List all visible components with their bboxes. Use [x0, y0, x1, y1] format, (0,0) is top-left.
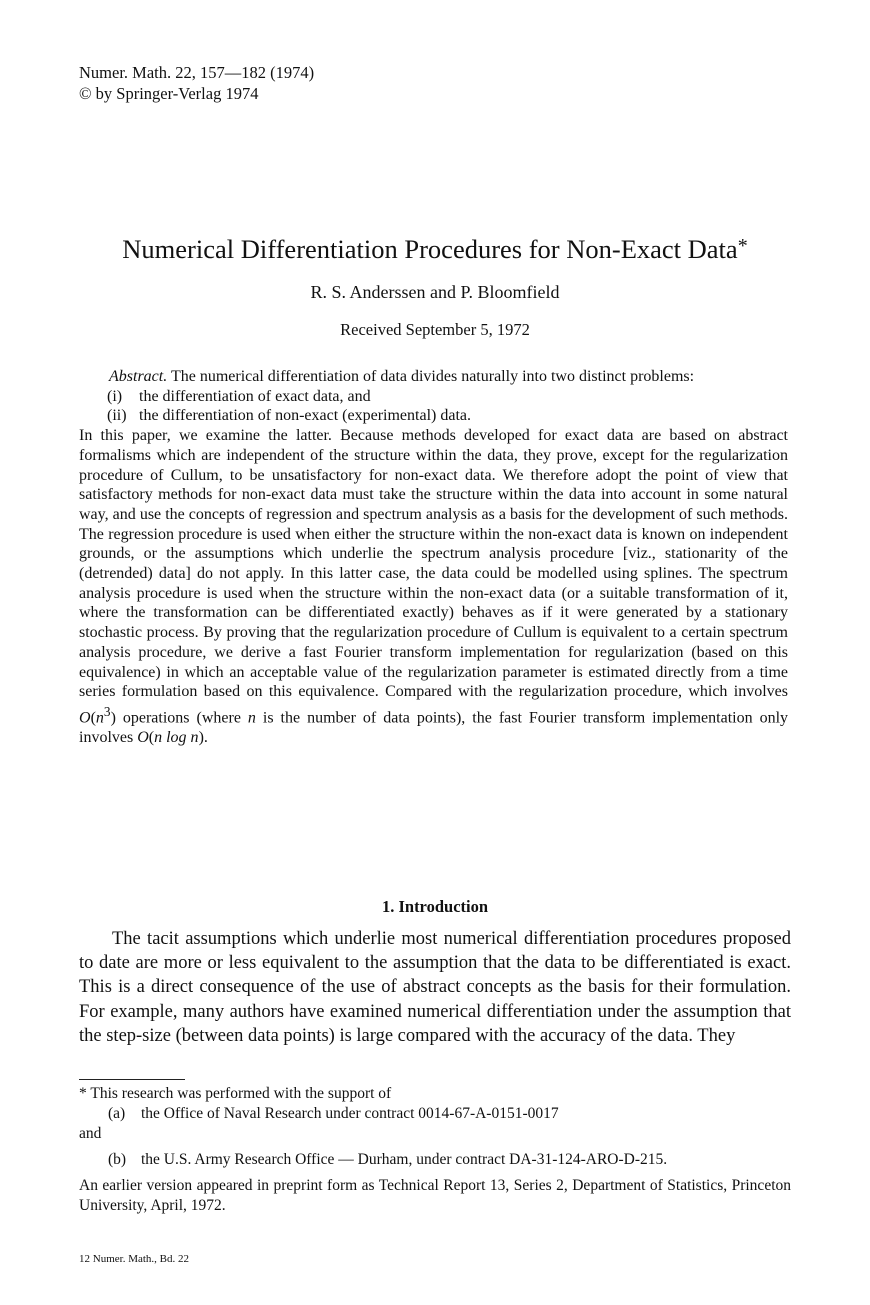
abstract-item — [79, 387, 788, 407]
math-n: n — [95, 709, 104, 727]
math-n: n — [247, 709, 256, 727]
abstract-item-text: the differentiation of exact data, and — [139, 387, 371, 405]
abstract — [79, 367, 788, 748]
math-exponent: 3 — [103, 703, 111, 719]
footnote-item — [79, 1150, 791, 1170]
abstract-body-text: In this paper, we examine the latter. Because methods developed for exact data are based on abstract formalisms which are independent of the structure within the data, they prove, except for the regularization procedure of Cullum, to be unsatisfactory for non-exact data. We therefore adopt the point of view that satisfactory methods for non-exact data must take the structure within the data into account in some natural way, and use the concepts of regression and spectrum analysis as a basis for the development of such methods. The regression procedure is used when either the structure within the non-exact data is known on independent grounds, or the assumptions which underlie the spectrum analysis procedure [viz., stationarity of the (detrended) data] do not apply. In this latter case, the data could be modelled using splines. The spectrum analysis procedure is used when the structure within the non-exact data (or a suitable transformation of it, where the transformation can be differentiated exactly) behaves as if it were generated by a stationary stochastic process. By proving that the regularization procedure of Cullum is equivalent to a certain spectrum analysis procedure, we derive a fast Fourier transform implementation for regularization (based on this equivalence) in which an acceptable value of the regularization parameter is estimated directly from a time series formulation based on this equivalence. Compared with the regularization procedure, which involves — [79, 427, 788, 701]
received-date: Received September 5, 1972 — [340, 320, 530, 339]
footnote-item-text: the Office of Naval Research under contract 0014-67-A-0151-0017 — [141, 1105, 559, 1122]
footnote — [79, 1084, 791, 1216]
math-nlogn: n log n — [154, 728, 199, 746]
paper-title — [0, 230, 870, 265]
paper-title-text: Numerical Differentiation Procedures for Non-Exact Data — [122, 234, 738, 264]
abstract-item-text: the differentiation of non-exact (experimental) data. — [139, 407, 471, 425]
introduction — [79, 927, 791, 1048]
abstract-body: In this paper, we examine the latter. Because methods developed for exact data are based on abstract formalisms which are independent of the structure within the data, they prove, except for the regularization procedure of Cullum, to be unsatisfactory for non-exact data. We therefore adopt the point of view that satisfactory methods for non-exact data must take the structure within the data into account in some natural way, and use the concepts of regression and spectrum analysis as a basis for the development of such methods. The regression procedure is used when either the structure within the non-exact data is known on independent grounds, or the assumptions which underlie the spectrum analysis procedure [viz., stationarity of the (detrended) data] do not apply. In this latter case, the data could be modelled using splines. The spectrum analysis procedure is used when the structure within the non-exact data (or a suitable transformation of it, where the transformation can be differentiated exactly) behaves as if it were generated by a stationary stochastic process. By proving that the regularization procedure of Cullum is equivalent to a certain spectrum analysis procedure, we derive a fast Fourier transform implementation for regularization (based on this equivalence) in which an acceptable value of the regularization parameter is estimated directly from a time series formulation based on this equivalence. Compared with the regularization procedure, which involves $O(n^3)$ operations (where n is the number of data points), the fast Fourier transform implementation only involves O(n log n). — [79, 427, 789, 746]
abstract-intro-text: The numerical differentiation of data divides naturally into two distinct problems: — [170, 368, 695, 385]
abstract-end: . — [203, 728, 208, 746]
big-o-symbol: O — [79, 709, 91, 727]
abstract-intro — [79, 367, 788, 387]
section-heading: 1. Introduction — [381, 897, 489, 916]
abstract-item-number: (i) — [107, 387, 123, 405]
footnote-and: and — [79, 1125, 102, 1142]
abstract-item — [79, 406, 788, 426]
title-footnote-star: * — [737, 235, 748, 257]
footnote-item-number: (a) — [108, 1105, 126, 1122]
journal-header — [79, 62, 314, 104]
footnote-item-number: (b) — [108, 1151, 127, 1168]
footnote-item — [79, 1104, 791, 1124]
abstract-label: Abstract. — [109, 368, 168, 385]
big-o-symbol: O — [137, 728, 149, 746]
footnote-earlier-version: An earlier version appeared in preprint form as Technical Report 13, Series 2, Department of Statistics, Princeton University, April, 1972. — [79, 1177, 791, 1214]
abstract-item-number: (ii) — [107, 407, 127, 425]
page-footer: 12 Numer. Math., Bd. 22 — [79, 1253, 189, 1265]
abstract-body-text: is the number of data points), the fast Fourier transform implementation only involves — [79, 709, 789, 746]
authors: R. S. Anderssen and P. Bloomfield — [310, 282, 560, 302]
abstract-body-text: operations (where — [122, 709, 241, 727]
intro-paragraph: The tacit assumptions which underlie most numerical differentiation procedures proposed to date are more or less equivalent to the assumption that the data to be differentiated is exact. This is a direct consequence of the use of abstract concepts as the basis for their formulation. For example, many authors have examined numerical differentiation under the assumption that the step-size (between data points) is large compared with the accuracy of the data. They — [79, 929, 791, 1046]
journal-citation: Numer. Math. 22, 157—182 (1974) — [79, 63, 315, 82]
footnote-rule — [79, 1079, 185, 1080]
footnote-star-line: * This research was performed with the support of — [79, 1085, 392, 1102]
copyright-notice: © by Springer-Verlag 1974 — [79, 84, 259, 103]
footnote-item-text: the U.S. Army Research Office — Durham, under contract DA-31-124-ARO-D-215. — [141, 1151, 668, 1168]
